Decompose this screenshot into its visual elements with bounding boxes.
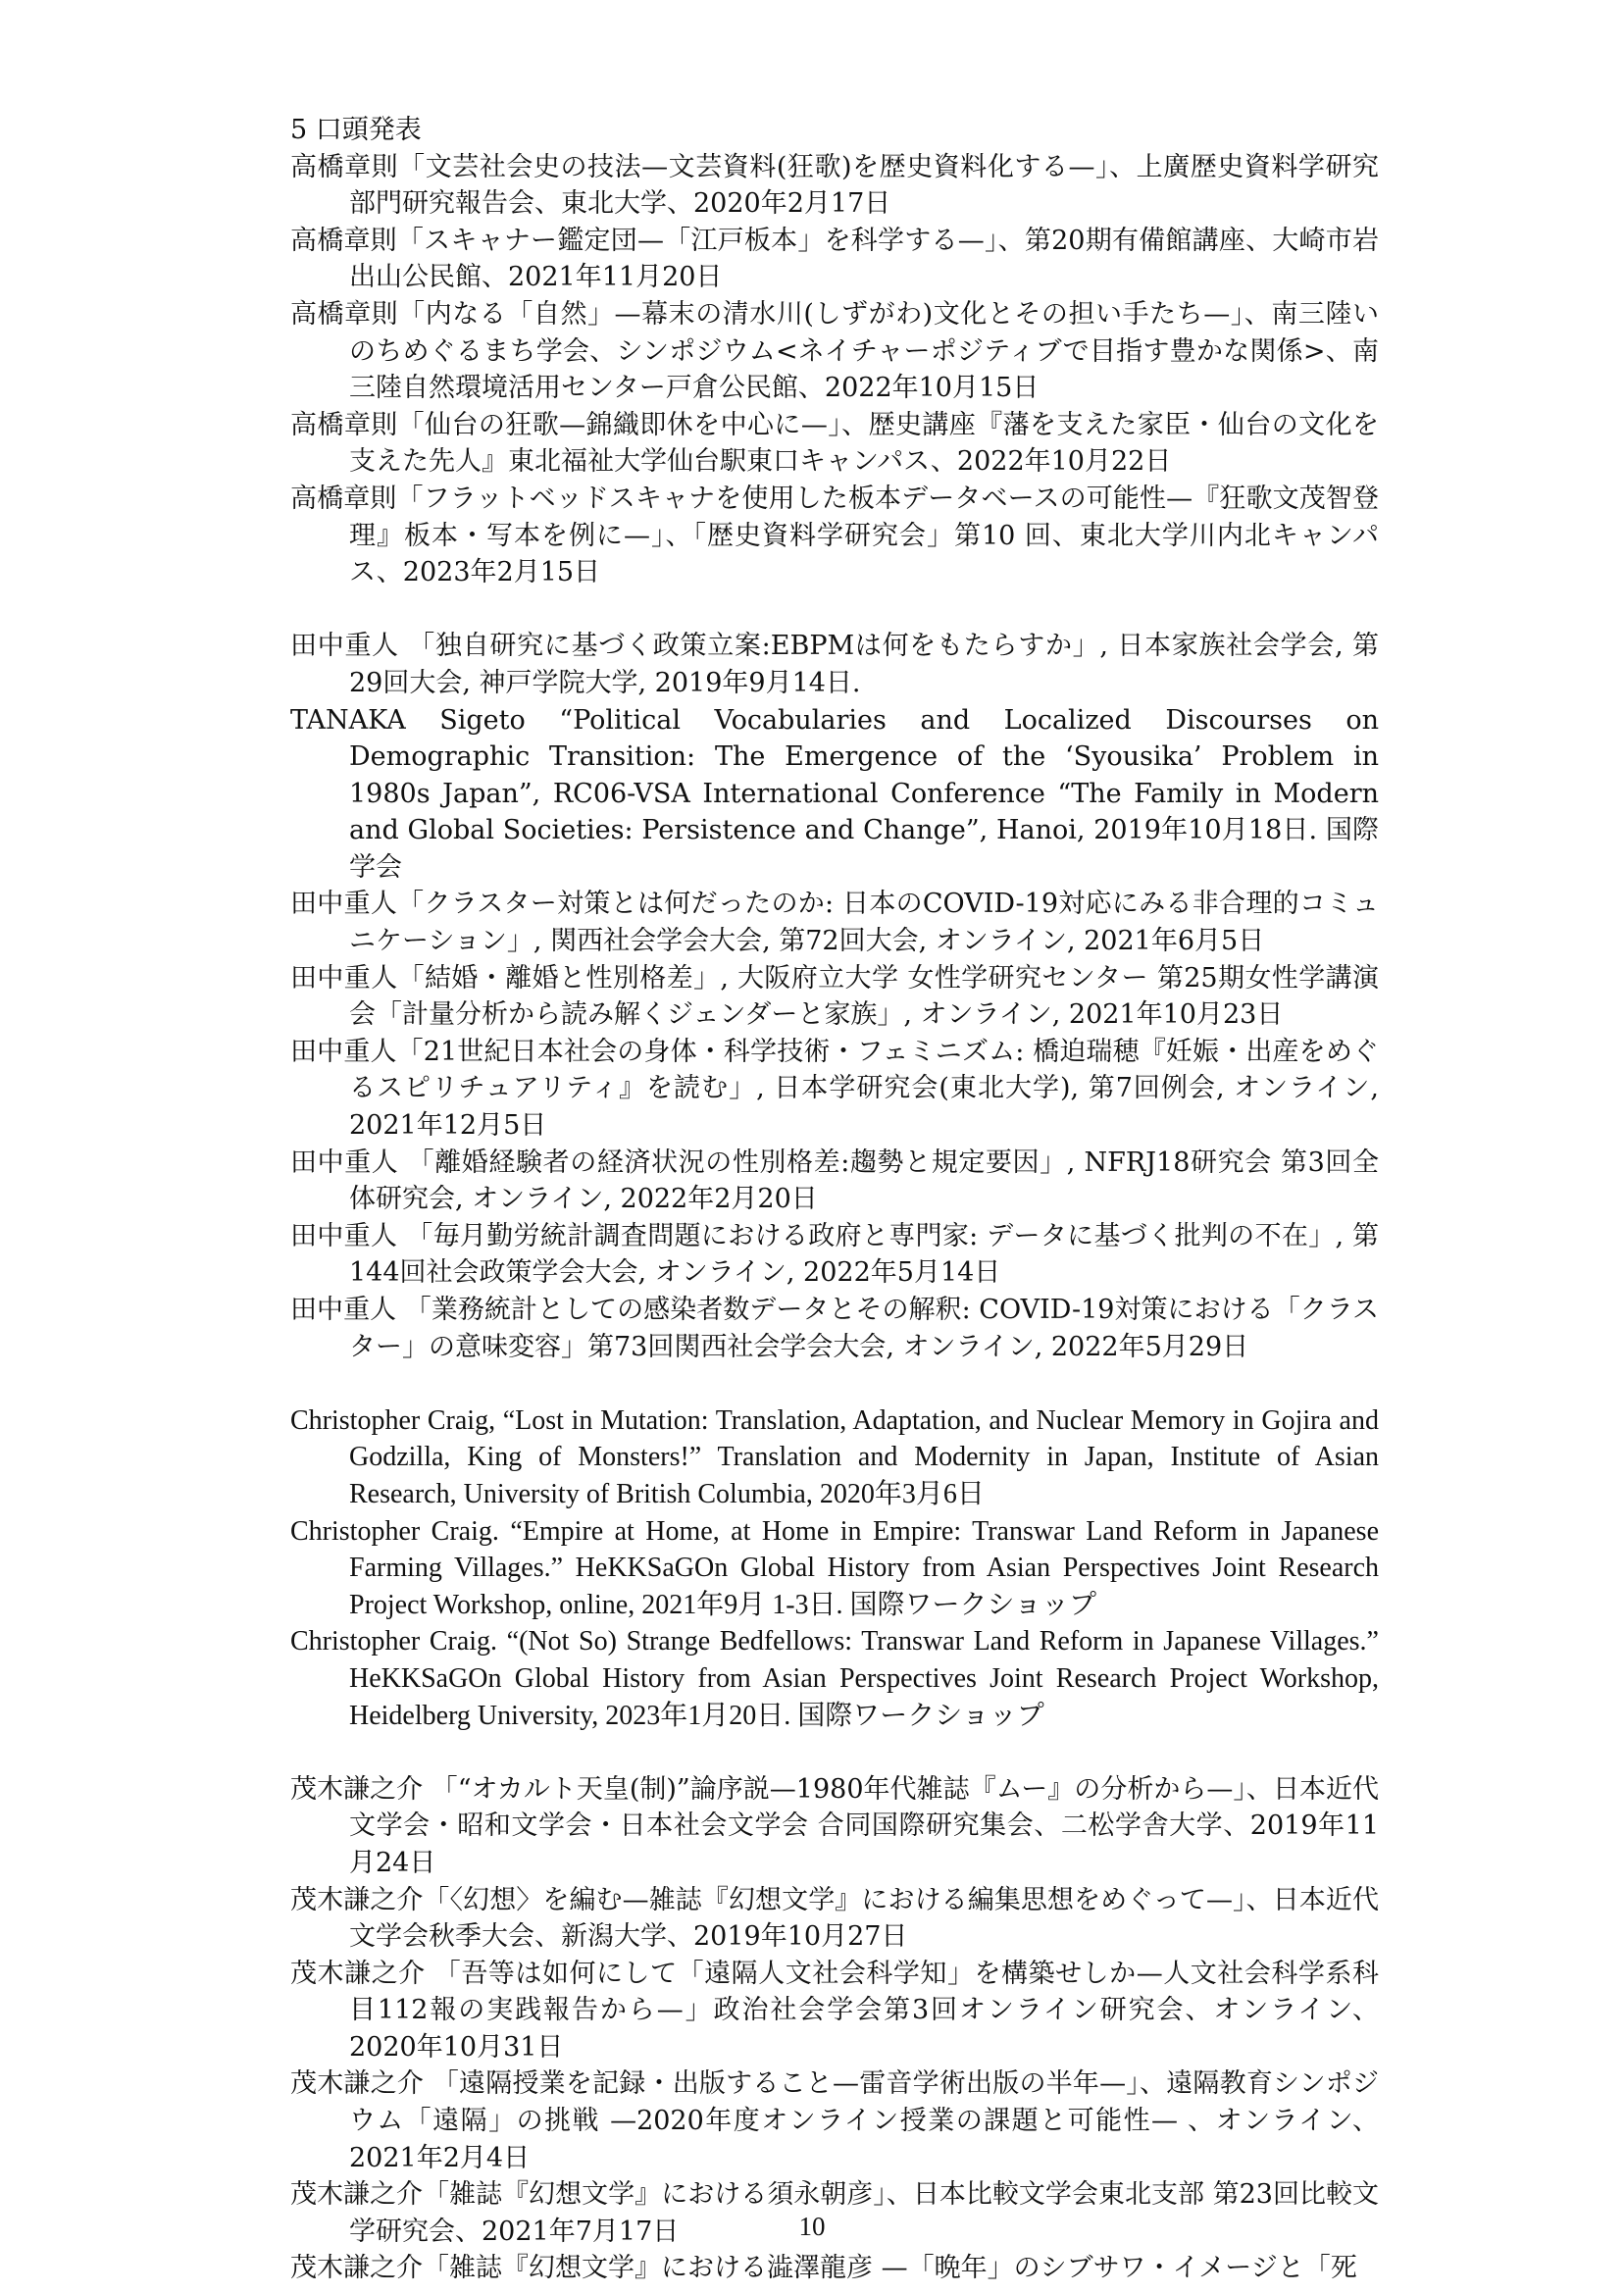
- presentation-entry: 茂木謙之介 「遠隔授業を記録・出版すること—雷音学術出版の半年—」、遠隔教育シンポジウム「遠隔」の挑戦 —2020年度オンライン授業の課題と可能性— 、オンライン、2021年2月4日: [290, 2068, 1379, 2173]
- presentation-entry: 高橋章則「フラットベッドスキャナを使用した板本データベースの可能性—『狂歌文茂智登理』板本・写本を例に—」、「歴史資料学研究会」第10 回、東北大学川内北キャンパス、2023年2月15日: [290, 483, 1379, 588]
- presentation-entry: 田中重人 「毎月勤労統計調査問題における政府と専門家: データに基づく批判の不在」, 第144回社会政策学会大会, オンライン, 2022年5月14日: [290, 1220, 1379, 1289]
- entry-groups: [290, 149, 1379, 2287]
- page-content: [290, 112, 1379, 2287]
- presentation-group: [290, 1402, 1379, 1734]
- page-number: 10: [798, 2212, 826, 2241]
- presentation-entry: 茂木謙之介 「吾等は如何にして「遠隔人文社会科学知」を構築せしか—人文社会科学系科目112報の実践報告から—」政治社会学会第3回オンライン研究会、オンライン、2020年10月31日: [290, 1958, 1379, 2063]
- presentation-entry: 田中重人 「離婚経験者の経済状況の性別格差:趨勢と規定要因」, NFRJ18研究会 第3回全体研究会, オンライン, 2022年2月20日: [290, 1147, 1379, 1215]
- presentation-entry: 田中重人 「業務統計としての感染者数データとその解釈: COVID-19対策における「クラスター」の意味変容」第73回関西社会学会大会, オンライン, 2022年5月29日: [290, 1295, 1379, 1362]
- presentation-group: [290, 149, 1379, 591]
- presentation-group: [290, 628, 1379, 1365]
- section-heading: 5 口頭発表: [290, 115, 422, 145]
- presentation-entry: 田中重人 「独自研究に基づく政策立案:EBPMは何をもたらすか」, 日本家族社会学会, 第29回大会, 神戸学院大学, 2019年9月14日.: [290, 631, 1379, 698]
- presentation-entry: 茂木謙之介「〈幻想〉を編む—雑誌『幻想文学』における編集思想をめぐって—」、日本近代文学会秋季大会、新潟大学、2019年10月27日: [290, 1884, 1379, 1953]
- presentation-entry: 茂木謙之介 「“オカルト天皇(制)”論序説—1980年代雑誌『ムー』の分析から—」、日本近代文学会・昭和文学会・日本社会文学会 合同国際研究集会、二松学舎大学、2019年11月24日: [290, 1773, 1379, 1878]
- presentation-entry: 茂木謙之介「雑誌『幻想文学』における須永朝彦」、日本比較文学会東北支部 第23回比較文学研究会、2021年7月17日: [290, 2179, 1379, 2247]
- presentation-entry: 高橋章則「スキャナー鑑定団—「江戸板本」を科学する—」、第20期有備館講座、大崎市岩出山公民館、2021年11月20日: [290, 225, 1379, 293]
- presentation-entry: 高橋章則「文芸社会史の技法—文芸資料(狂歌)を歴史資料化する—」、上廣歴史資料学研究部門研究報告会、東北大学、2020年2月17日: [290, 151, 1379, 220]
- presentation-entry: Christopher Craig. “Empire at Home, at Home in Empire: Transwar Land Reform in Japanese Farming Villages.” HeKKSaGOn Global History from Asian Perspectives Joint Research Project Workshop, online, 2021年9月 1-3日. 国際ワークショップ: [290, 1515, 1379, 1620]
- presentation-entry: 茂木謙之介「雑誌『幻想文学』における澁澤龍彦 —「晩年」のシブサワ・イメージと「死: [290, 2253, 1357, 2284]
- presentation-entry: 田中重人「結婚・離婚と性別格差」, 大阪府立大学 女性学研究センター 第25期女性学講演会「計量分析から読み解くジェンダーと家族」, オンライン, 2021年10月23日: [290, 962, 1379, 1031]
- presentation-group: [290, 1771, 1379, 2287]
- presentation-entry: Christopher Craig. “(Not So) Strange Bedfellows: Transwar Land Reform in Japanese Villages.” HeKKSaGOn Global History from Asian Perspectives Joint Research Project Workshop, Heidelberg University, 2023年1月20日. 国際ワークショップ: [290, 1626, 1379, 1731]
- presentation-entry: 高橋章則「仙台の狂歌—錦織即休を中心に—」、歴史講座『藩を支えた家臣・仙台の文化を支えた先人』東北福祉大学仙台駅東口キャンパス、2022年10月22日: [290, 409, 1379, 478]
- presentation-entry: 田中重人「クラスター対策とは何だったのか: 日本のCOVID-19対応にみる非合理的コミュニケーション」, 関西社会学会大会, 第72回大会, オンライン, 2021年6月5日: [290, 889, 1379, 957]
- presentation-entry: 高橋章則「内なる「自然」—幕末の清水川(しずがわ)文化とその担い手たち—」、南三陸いのちめぐるまち学会、シンポジウム<ネイチャーポジティブで目指す豊かな関係>、南三陸自然環境活用センター戸倉公民館、2022年10月15日: [290, 298, 1379, 404]
- presentation-entry: Christopher Craig, “Lost in Mutation: Translation, Adaptation, and Nuclear Memory in Gojira and Godzilla, King of Monsters!” Translation and Modernity in Japan, Institute of Asian Research, University of British Columbia, 2020年3月6日: [290, 1404, 1379, 1509]
- presentation-entry: TANAKA Sigeto “Political Vocabularies and Localized Discourses on Demographic Transition: The Emergence of the ‘Syousika’ Problem in 1980s Japan”, RC06-VSA International Conference “The Family in Modern and Global Societies: Persistence and Change”, Hanoi, 2019年10月18日. 国際学会: [290, 704, 1379, 883]
- presentation-entry: 田中重人「21世紀日本社会の身体・科学技術・フェミニズム: 橋迫瑞穂『妊娠・出産をめぐるスピリチュアリティ』を読む」, 日本学研究会(東北大学), 第7回例会, オンライン, 2021年12月5日: [290, 1036, 1379, 1142]
